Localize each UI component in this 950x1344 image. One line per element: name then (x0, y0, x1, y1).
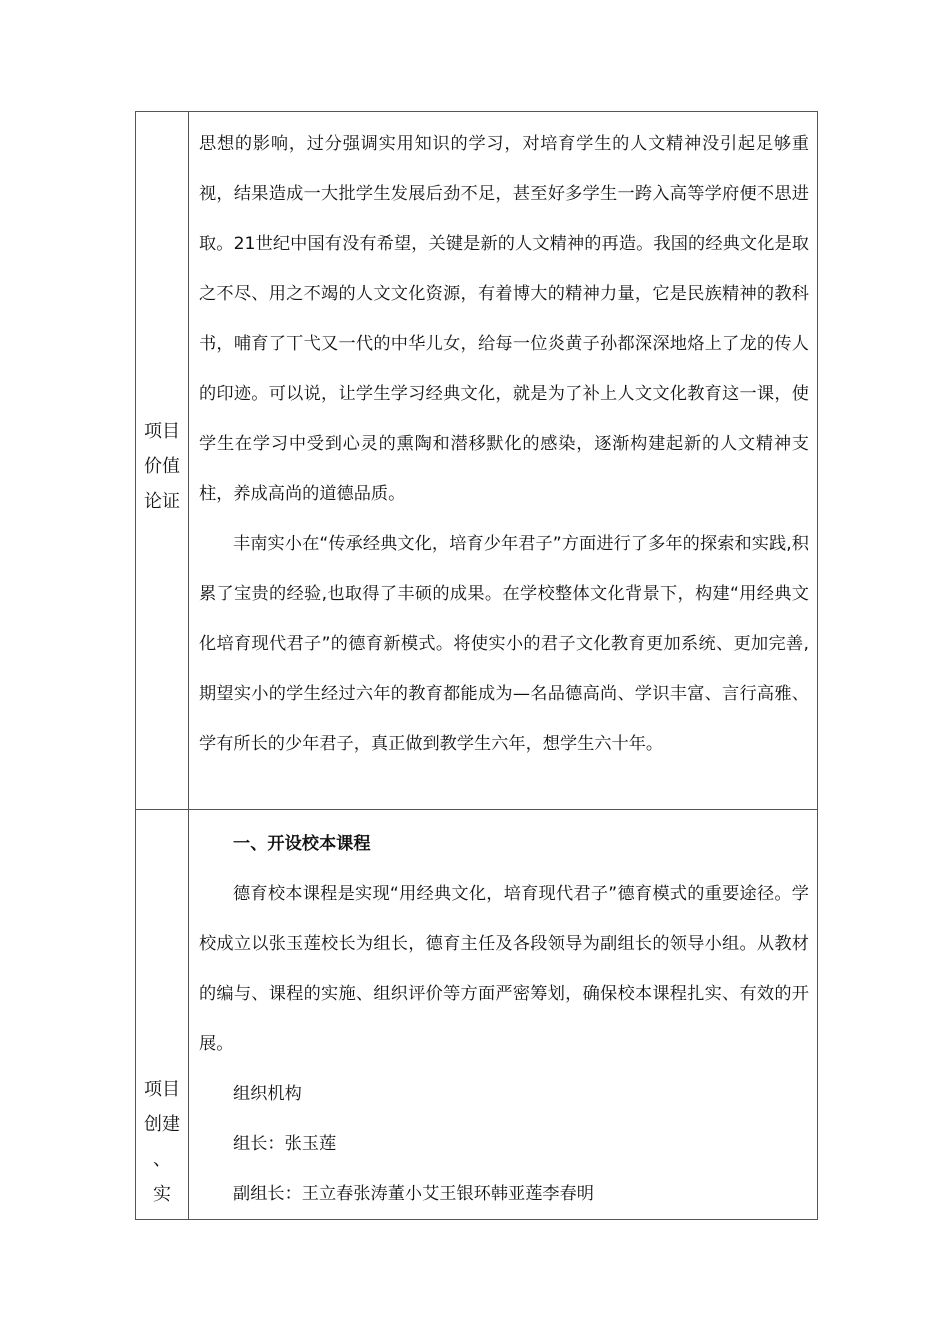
paragraph: 思想的影响，过分强调实用知识的学习，对培育学生的人文精神没引起足够重视，结果造成一大批学生发展后劲不足，甚至好多学生一跨入高等学府便不思进取。21世纪中国有没有希望，关键是新的人文精神的再造。我国的经典文化是取之不尽、用之不竭的人文文化资源，有着博大的精神力量，它是民族精神的教科书，哺育了丅弋又一代的中华儿女，给每一位炎黄子孙都深深地烙上了龙的传人的印迹。可以说，让学生学习经典文化，就是为了补上人文文化教育这一课，使学生在学习中受到心灵的熏陶和潜移默化的感染，逐渐构建起新的人文精神支柱，养成高尚的道德品质。 (199, 134, 809, 504)
table-row-value (136, 112, 818, 810)
document-table (135, 111, 818, 1220)
table-row-creation (136, 810, 818, 1220)
row-content-cell (189, 112, 818, 810)
row-label-cell (136, 112, 189, 810)
paragraph: 德育校本课程是实现“用经典文化，培育现代君子”德育模式的重要途径。学校成立以张玉莲校长为组长，德育主任及各段领导为副组长的领导小组。从教材的编与、课程的实施、组织评价等方面严密筹划，确保校本课程扎实、有效的开展。 (199, 884, 809, 1054)
org-line: 组织机构 (233, 1084, 302, 1104)
org-line: 副组长：王立春张涛董小艾王银环韩亚莲李春明 (233, 1184, 594, 1204)
section-heading: 一、开设校本课程 (233, 834, 371, 854)
row-content-cell (189, 810, 818, 1220)
org-line: 组长：张玉莲 (233, 1134, 337, 1154)
row-label: 项目 创建 、 实 (144, 1079, 180, 1205)
paragraph: 丰南实小在“传承经典文化，培育少年君子”方面进行了多年的探索和实践,积累了宝贵的经验,也取得了丰硕的成果。在学校整体文化背景下，构建“用经典文化培育现代君子”的德育新模式。将使实小的君子文化教育更加系统、更加完善,期望实小的学生经过六年的教育都能成为—名品德高尚、学识丰富、言行高雅、学有所长的少年君子，真正做到教学生六年，想学生六十年。 (199, 534, 809, 754)
row-label-cell (136, 810, 189, 1220)
row-label: 项目 价值 论证 (144, 421, 180, 512)
